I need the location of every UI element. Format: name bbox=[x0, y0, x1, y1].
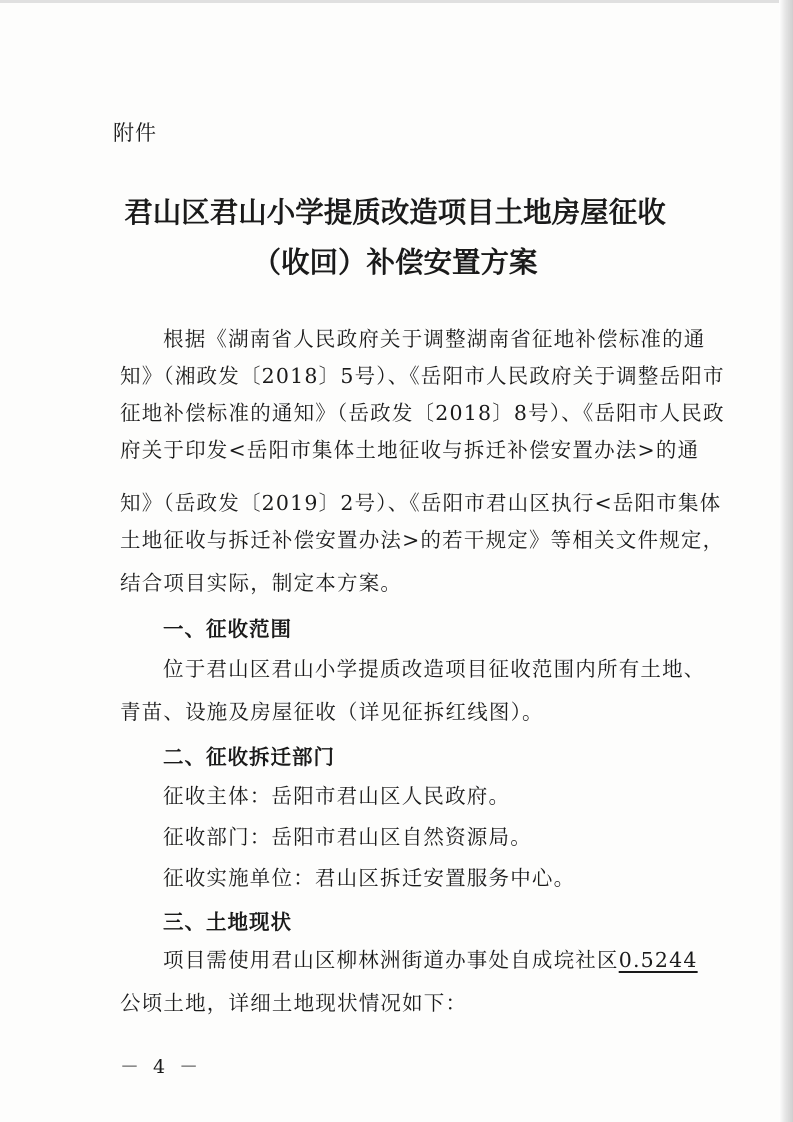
intro-line: 征地补偿标准的通知》（岳政发〔2018〕8号）、《岳阳市人民政 bbox=[120, 401, 725, 425]
intro-line: 土地征收与拆迁补偿安置办法>的若干规定》等相关文件规定， bbox=[120, 528, 725, 552]
section-line: 位于君山区君山小学提质改造项目征收范围内所有土地、 bbox=[163, 657, 706, 681]
intro-line: 知》（湘政发〔2018〕5号）、《岳阳市人民政府关于调整岳阳市 bbox=[120, 364, 725, 388]
section-heading-scope: 一、征收范围 bbox=[163, 617, 292, 641]
intro-line: 知》（岳政发〔2019〕2号）、《岳阳市君山区执行<岳阳市集体 bbox=[120, 491, 722, 515]
section-heading-departments: 二、征收拆迁部门 bbox=[163, 745, 335, 769]
section-line bbox=[163, 943, 698, 973]
intro-line: 府关于印发<岳阳市集体土地征收与拆迁补偿安置办法>的通 bbox=[120, 438, 700, 462]
intro-line: 根据《湖南省人民政府关于调整湖南省征地补偿标准的通 bbox=[163, 327, 706, 351]
intro-line: 结合项目实际，制定本方案。 bbox=[120, 571, 403, 595]
section-heading-land-status: 三、土地现状 bbox=[163, 910, 292, 934]
section-line: 征收部门：岳阳市君山区自然资源局。 bbox=[163, 825, 532, 849]
section-line: 征收实施单位：君山区拆迁安置服务中心。 bbox=[163, 866, 576, 890]
title-line-2: （收回）补偿安置方案 bbox=[252, 246, 538, 279]
scan-edge-right bbox=[779, 0, 793, 1122]
attachment-label: 附件 bbox=[113, 121, 157, 145]
land-status-prefix: 项目需使用君山区柳林洲街道办事处自成垸社区 bbox=[163, 948, 619, 972]
document-title bbox=[90, 188, 700, 288]
section-line: 征收主体：岳阳市君山区人民政府。 bbox=[163, 784, 511, 808]
scan-edge-top bbox=[0, 0, 793, 3]
land-area-value: 0.5244 bbox=[618, 948, 698, 972]
title-line-1: 君山区君山小学提质改造项目土地房屋征收 bbox=[124, 196, 666, 229]
section-line: 公顷土地，详细土地现状情况如下： bbox=[120, 991, 468, 1015]
section-line: 青苗、设施及房屋征收（详见征拆红线图）。 bbox=[120, 700, 544, 724]
page-number: － 4 － bbox=[120, 1056, 203, 1078]
